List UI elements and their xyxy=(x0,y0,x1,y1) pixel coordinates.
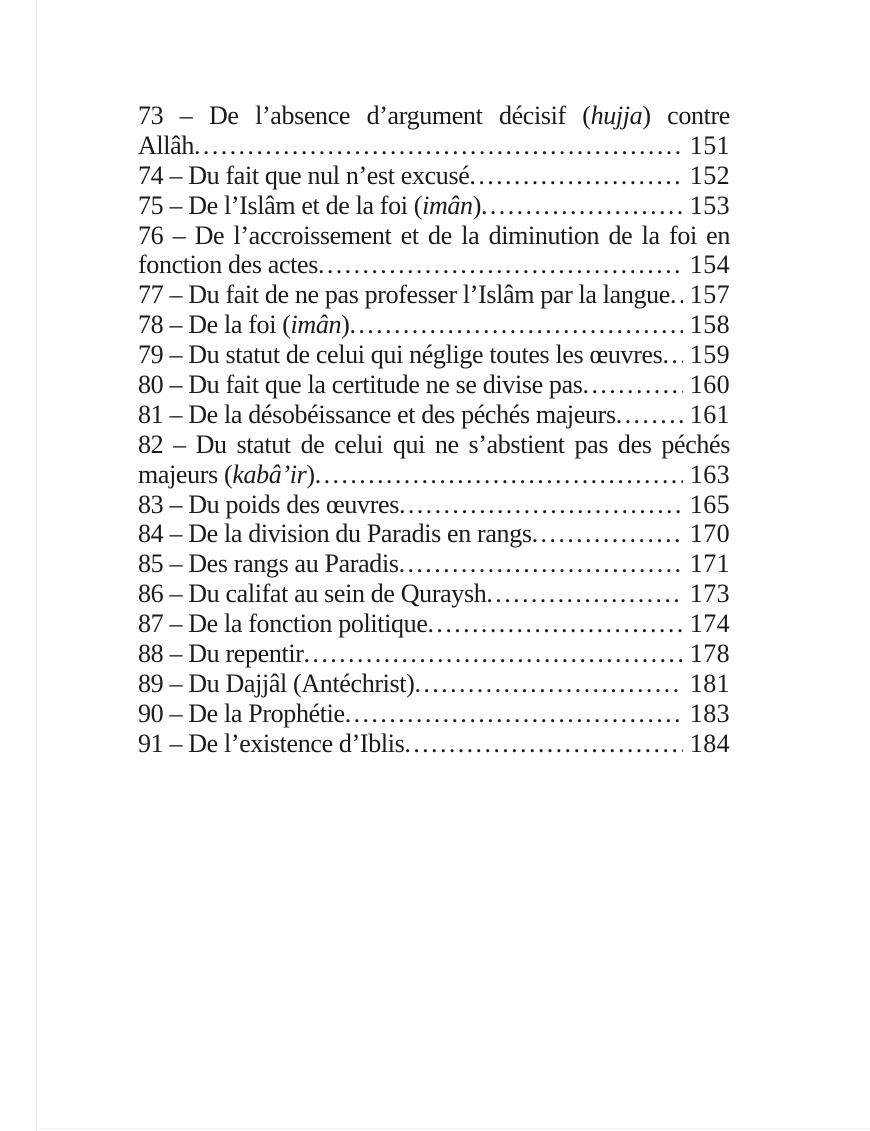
page-number: 160 xyxy=(689,370,730,400)
toc-entry-title: 88 – Du repentir xyxy=(138,639,304,669)
page-number: 171 xyxy=(689,549,730,579)
toc-entry-82-line-1 xyxy=(138,430,730,460)
toc-entry-79 xyxy=(138,340,730,370)
page-number: 153 xyxy=(689,190,730,220)
toc-entry-75 xyxy=(138,191,730,221)
page-number: 184 xyxy=(689,728,730,758)
dot-leader xyxy=(315,460,683,490)
toc-entry-title: 81 – De la désobéissance et des péchés majeurs xyxy=(138,399,616,429)
toc-entry-title: 80 – Du fait que la certitude ne se divise pas xyxy=(138,370,583,400)
dot-leader xyxy=(318,250,683,280)
dot-leader xyxy=(399,490,683,520)
dot-leader xyxy=(670,280,683,310)
toc-entry-title: 79 – Du statut de celui qui néglige toutes les œuvres xyxy=(138,340,663,370)
dot-leader xyxy=(404,729,682,759)
toc-entry-74 xyxy=(138,161,730,191)
table-of-contents xyxy=(138,101,730,759)
toc-entry-81 xyxy=(138,400,730,430)
toc-entry-85 xyxy=(138,549,730,579)
page-number: 165 xyxy=(689,489,730,519)
page-number: 170 xyxy=(689,519,730,549)
toc-entry-86 xyxy=(138,579,730,609)
page-number: 161 xyxy=(689,399,730,429)
toc-entry-title: 77 – Du fait de ne pas professer l’Islâm par la langue xyxy=(138,280,670,310)
toc-entry-title: 82 – Du statut de celui qui ne s’abstient pas des péchés xyxy=(138,429,730,459)
toc-entry-title: 74 – Du fait que nul n’est excusé xyxy=(138,160,470,190)
page-number: 154 xyxy=(689,250,730,280)
toc-entry-title: 85 – Des rangs au Paradis xyxy=(138,549,399,579)
page-number: 183 xyxy=(689,698,730,728)
toc-entry-88 xyxy=(138,639,730,669)
page-number: 152 xyxy=(689,160,730,190)
dot-leader xyxy=(616,400,683,430)
dot-leader xyxy=(486,579,682,609)
dot-leader xyxy=(349,310,682,340)
dot-leader xyxy=(469,161,682,191)
toc-entry-76-line-2 xyxy=(138,250,730,280)
toc-entry-title: 75 – De l’Islâm et de la foi (imân) xyxy=(138,190,481,220)
toc-entry-76-line-1 xyxy=(138,221,730,251)
toc-entry-title: 84 – De la division du Paradis en rangs xyxy=(138,519,532,549)
dot-leader xyxy=(532,519,683,549)
dot-leader xyxy=(304,639,683,669)
dot-leader xyxy=(481,191,683,221)
page-number: 173 xyxy=(689,579,730,609)
toc-entry-84 xyxy=(138,519,730,549)
toc-entry-78 xyxy=(138,310,730,340)
page-number: 178 xyxy=(689,639,730,669)
page-scan-left-edge xyxy=(36,0,37,1131)
toc-entry-title: 89 – Du Dajjâl (Antéchrist) xyxy=(138,668,415,698)
dot-leader xyxy=(399,549,683,579)
page-number: 181 xyxy=(689,668,730,698)
toc-entry-73-line-1 xyxy=(138,101,730,131)
page-number: 158 xyxy=(689,310,730,340)
toc-entry-title: 83 – Du poids des œuvres xyxy=(138,489,399,519)
page-number: 157 xyxy=(689,280,730,310)
toc-entry-90 xyxy=(138,699,730,729)
page-number: 163 xyxy=(689,459,730,489)
dot-leader xyxy=(428,609,683,639)
page-scan-bottom-edge xyxy=(36,1128,870,1129)
dot-leader xyxy=(583,370,683,400)
toc-entry-title: 73 – De l’absence d’argument décisif (hujja) contre xyxy=(138,101,730,130)
toc-entry-87 xyxy=(138,609,730,639)
toc-entry-title: fonction des actes xyxy=(138,250,318,280)
page-number: 174 xyxy=(689,609,730,639)
toc-entry-title: majeurs (kabâ’ir) xyxy=(138,459,315,489)
toc-entry-91 xyxy=(138,729,730,759)
toc-entry-83 xyxy=(138,490,730,520)
toc-entry-title: 91 – De l’existence d’Iblis xyxy=(138,728,405,758)
toc-entry-89 xyxy=(138,669,730,699)
page-number: 159 xyxy=(689,340,730,370)
toc-entry-title: 76 – De l’accroissement et de la diminution de la foi en xyxy=(138,220,730,250)
toc-entry-77 xyxy=(138,280,730,310)
dot-leader xyxy=(345,699,683,729)
toc-entry-80 xyxy=(138,370,730,400)
toc-entry-82-line-2 xyxy=(138,460,730,490)
toc-entry-73-line-2 xyxy=(138,131,730,161)
toc-entry-title: 90 – De la Prophétie xyxy=(138,698,345,728)
toc-entry-title: 78 – De la foi (imân) xyxy=(138,310,350,340)
dot-leader xyxy=(194,131,683,161)
dot-leader xyxy=(662,340,682,370)
dot-leader xyxy=(414,669,682,699)
toc-entry-title: 86 – Du califat au sein de Quraysh xyxy=(138,579,487,609)
toc-entry-title: Allâh xyxy=(138,130,195,160)
toc-entry-title: 87 – De la fonction politique xyxy=(138,609,428,639)
page-number: 151 xyxy=(689,130,730,160)
